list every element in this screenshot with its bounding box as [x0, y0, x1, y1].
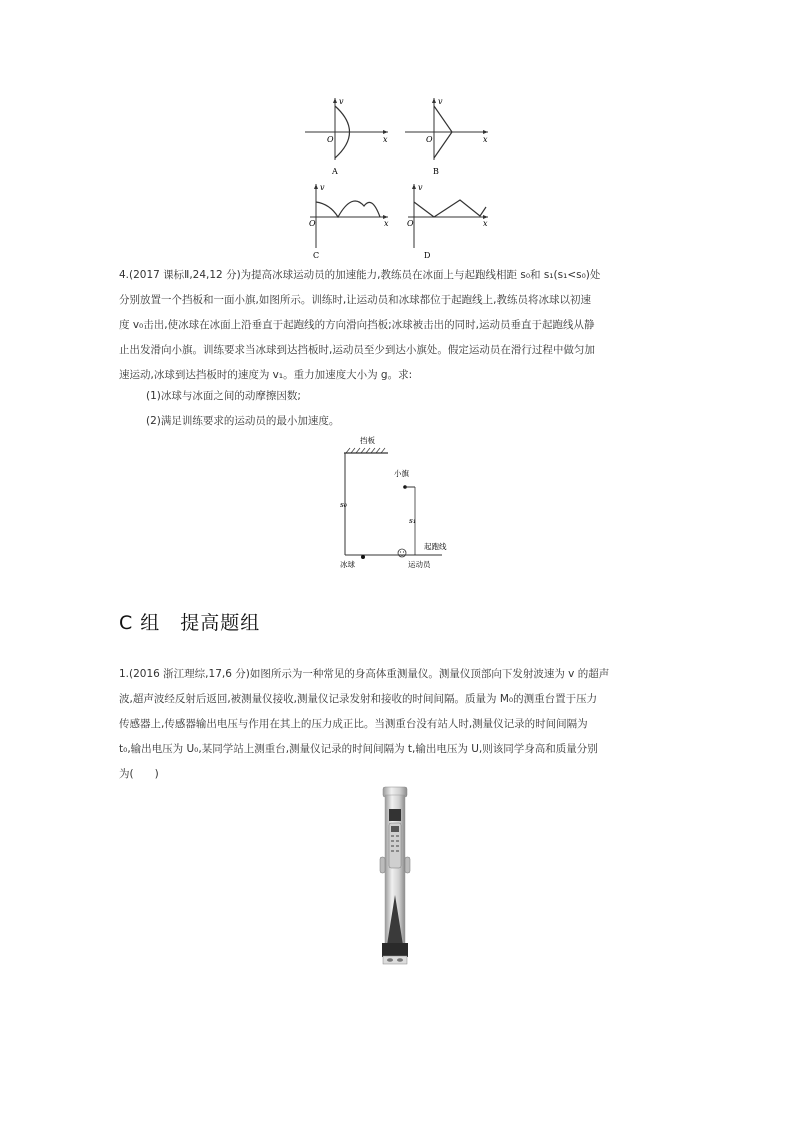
- s0-label: s₀: [340, 500, 347, 509]
- graph-a-v-label: v: [339, 97, 344, 106]
- graph-a-option: A: [332, 167, 338, 176]
- graph-d-v-label: v: [418, 183, 423, 192]
- athlete-icon: [398, 549, 406, 557]
- puck-label: 冰球: [340, 560, 355, 569]
- graph-b: [405, 97, 488, 176]
- board: [344, 448, 388, 453]
- problem-1-line-5: 为( ): [119, 768, 159, 780]
- graph-c: [309, 183, 389, 260]
- graph-a-origin-label: O: [327, 135, 334, 144]
- graph-c-curve: [316, 201, 380, 217]
- graph-d: [407, 183, 488, 260]
- graph-c-x-label: x: [384, 219, 389, 228]
- ice-hockey-figure: [332, 433, 462, 573]
- graph-b-origin-label: O: [426, 135, 433, 144]
- problem-4-line-1: 4.(2017 课标Ⅱ,24,12 分)为提高冰球运动员的加速能力,教练员在冰面上与起跑线相距 s₀和 s₁(s₁<s₀)处: [119, 269, 601, 281]
- problem-4-line-3: 度 v₀击出,使冰球在冰面上沿垂直于起跑线的方向滑向挡板;冰球被击出的同时,运动员垂直于起跑线从静: [119, 319, 595, 331]
- problem-4-question-2: (2)满足训练要求的运动员的最小加速度。: [146, 415, 340, 427]
- graph-b-v-label: v: [438, 97, 443, 106]
- graph-a-x-label: x: [383, 135, 388, 144]
- problem-1-line-4: t₀,输出电压为 U₀,某同学站上测重台,测量仪记录的时间间隔为 t,输出电压为 U,则该同学身高和质量分别: [119, 743, 598, 755]
- problem-4-line-2: 分别放置一个挡板和一面小旗,如图所示。训练时,让运动员和冰球都位于起跑线上,教练员将冰球以初速: [119, 294, 592, 306]
- graph-c-option: C: [313, 251, 320, 260]
- problem-4-question-1: (1)冰球与冰面之间的动摩擦因数;: [146, 390, 301, 402]
- graph-c-v-label: v: [320, 183, 325, 192]
- graph-d-origin-label: O: [407, 219, 414, 228]
- height-weight-meter-image: [370, 785, 420, 970]
- problem-1-line-1: 1.(2016 浙江理综,17,6 分)如图所示为一种常见的身高体重测量仪。测量仪顶部向下发射波速为 v 的超声: [119, 668, 610, 680]
- graph-a: [305, 97, 388, 176]
- flag-label: 小旗: [394, 469, 409, 478]
- problem-1-text: [119, 662, 679, 787]
- board-label: 挡板: [360, 436, 375, 445]
- graph-b-option: B: [433, 167, 439, 176]
- athlete-label: 运动员: [408, 560, 431, 569]
- vx-graphs-figure: [300, 92, 500, 264]
- problem-1-line-2: 波,超声波经反射后返回,被测量仪接收,测量仪记录发射和接收的时间间隔。质量为 M₀的测重台置于压力: [119, 693, 598, 705]
- graph-b-x-label: x: [483, 135, 488, 144]
- puck-dot: [361, 555, 365, 559]
- s1-label: s₁: [409, 516, 416, 525]
- start-line-label: 起跑线: [424, 542, 447, 551]
- section-title: C 组 提高题组: [119, 612, 261, 634]
- problem-4-text: [119, 263, 679, 388]
- graph-d-lines: [414, 200, 486, 217]
- problem-1-line-3: 传感器上,传感器输出电压与作用在其上的压力成正比。当测重台没有站人时,测量仪记录的时间间隔为: [119, 718, 588, 730]
- problem-4-line-4: 止出发滑向小旗。训练要求当冰球到达挡板时,运动员至少到达小旗处。假定运动员在滑行过程中做匀加: [119, 344, 595, 356]
- graph-c-origin-label: O: [309, 219, 316, 228]
- problem-4-line-5: 速运动,冰球到达挡板时的速度为 v₁。重力加速度大小为 g。求:: [119, 369, 413, 381]
- graph-d-x-label: x: [483, 219, 488, 228]
- graph-d-option: D: [424, 251, 431, 260]
